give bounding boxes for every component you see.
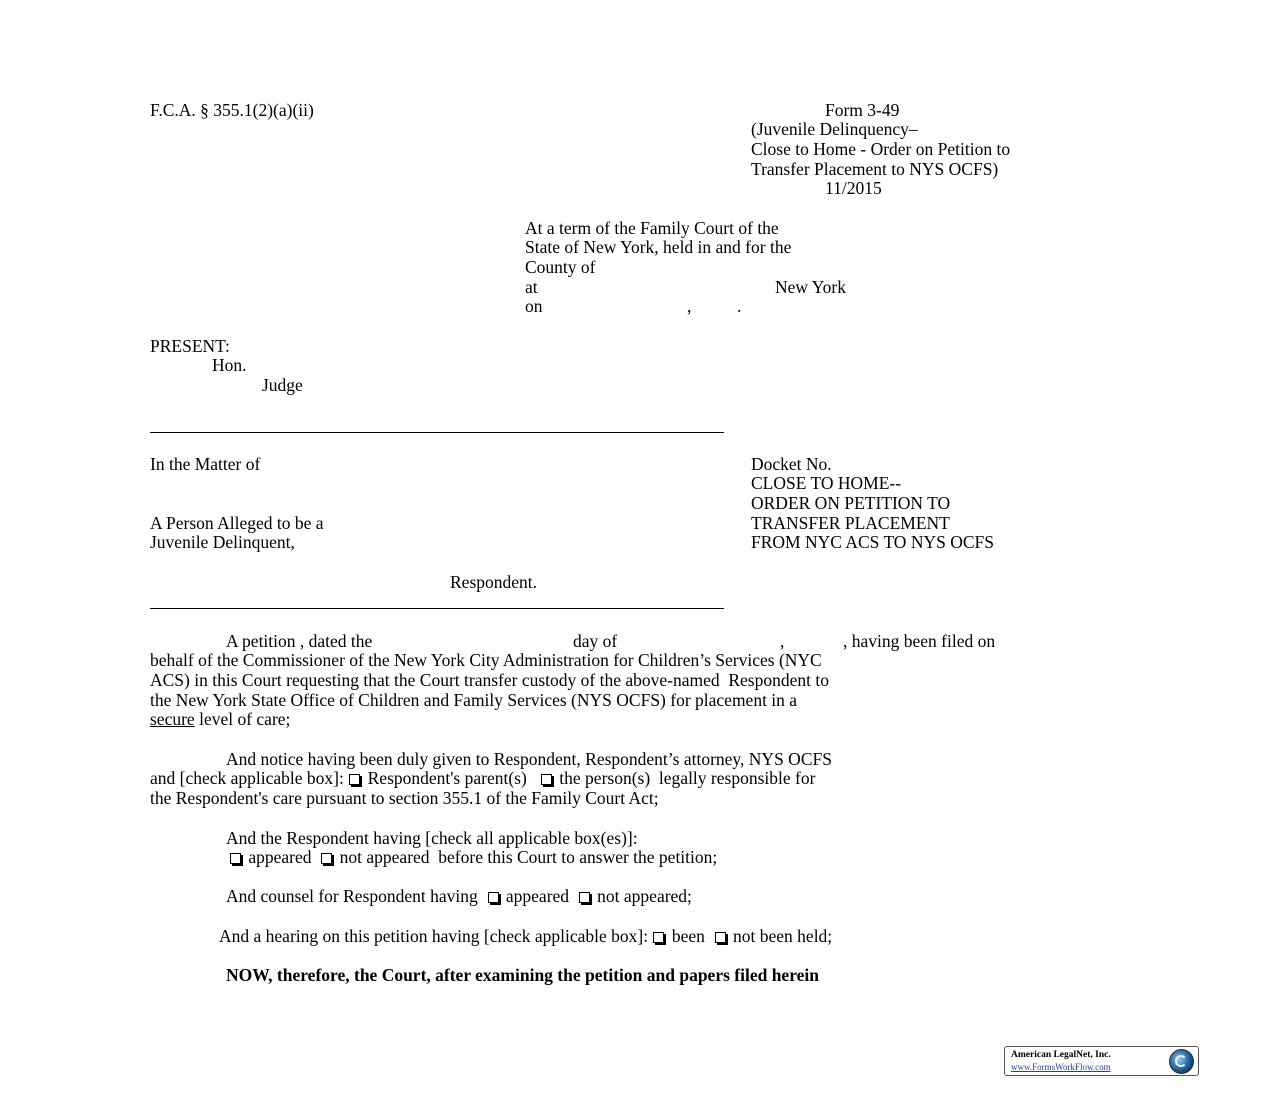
hearing-not-been-checkbox[interactable] — [715, 932, 726, 943]
hearing-been-label: been — [671, 926, 705, 946]
counsel-not-appeared-checkbox[interactable] — [579, 892, 590, 903]
statute-citation: F.C.A. § 355.1(2)(a)(ii) — [150, 100, 314, 120]
respondent-label: Respondent. — [450, 572, 538, 592]
at-label: at — [525, 277, 538, 297]
day-of-label: day of — [573, 631, 618, 651]
date-comma: , — [687, 296, 692, 316]
publisher-stamp[interactable] — [1004, 1046, 1199, 1076]
check-applicable-text: and [check applicable box]: — [150, 768, 349, 788]
counsel-appeared-label: appeared — [505, 886, 570, 906]
not-appeared-checkbox[interactable] — [321, 853, 332, 864]
notice-line-2 — [150, 769, 815, 789]
appeared-checkbox[interactable] — [230, 853, 241, 864]
present-label: PRESENT: — [150, 336, 230, 356]
form-date: 11/2015 — [825, 178, 882, 198]
petition-line-4: the New York State Office of Children and Family Services (NYS OCFS) for placement in a — [150, 690, 798, 710]
hearing-not-been-label: not been held; — [733, 926, 833, 946]
hon-label: Hon. — [212, 355, 247, 375]
counsel-line — [226, 887, 692, 907]
globe-logo-icon — [1169, 1049, 1194, 1074]
parent-checkbox[interactable] — [349, 774, 360, 785]
date-comma-2: , — [780, 631, 785, 651]
order-title-line-3: TRANSFER PLACEMENT — [751, 513, 950, 533]
form-description-line-2: Close to Home - Order on Petition to — [751, 139, 1011, 159]
petition-intro: A petition , dated the — [226, 631, 373, 651]
notice-line-1: And notice having been duly given to Respondent, Respondent’s attorney, NYS OCFS — [226, 749, 832, 769]
legally-responsible-label: the person(s) legally responsible for — [559, 768, 816, 788]
petition-line-2: behalf of the Commissioner of the New York City Administration for Children’s Services (NYC — [150, 650, 822, 670]
now-therefore: NOW, therefore, the Court, after examining the petition and papers filed herein — [226, 965, 820, 985]
alleged-line-2: Juvenile Delinquent, — [150, 532, 295, 552]
order-title-line-2: ORDER ON PETITION TO — [751, 493, 951, 513]
date-period: . — [737, 296, 742, 316]
county-label: County of — [525, 257, 596, 277]
state-name: New York — [775, 277, 846, 297]
having-been-filed: , having been filed on — [843, 631, 996, 651]
hearing-been-checkbox[interactable] — [653, 932, 664, 943]
term-line-2: State of New York, held in and for the — [525, 237, 792, 257]
secure-term: secure — [150, 709, 195, 729]
parent-option-label: Respondent's parent(s) — [367, 768, 527, 788]
term-line-1: At a term of the Family Court of the — [525, 218, 779, 238]
form-number: Form 3-49 — [825, 100, 900, 120]
counsel-appeared-checkbox[interactable] — [488, 892, 499, 903]
order-title-line-4: FROM NYC ACS TO NYS OCFS — [751, 532, 994, 552]
level-of-care: level of care; — [194, 709, 291, 729]
respondent-having: And the Respondent having [check all applicable box(es)]: — [226, 828, 638, 848]
on-label: on — [525, 296, 543, 316]
form-description-line-3: Transfer Placement to NYS OCFS) — [751, 159, 999, 179]
petition-line-3: ACS) in this Court requesting that the Court transfer custody of the above-named Respondent to — [150, 670, 829, 690]
notice-line-3: the Respondent's care pursuant to section 355.1 of the Family Court Act; — [150, 788, 659, 808]
hearing-line — [219, 927, 832, 947]
order-title-line-1: CLOSE TO HOME-- — [751, 473, 902, 493]
appearance-options — [229, 848, 717, 868]
appeared-label: appeared — [248, 847, 312, 867]
in-the-matter-of: In the Matter of — [150, 454, 261, 474]
caption-bottom-rule — [150, 608, 724, 609]
docket-label: Docket No. — [751, 454, 832, 474]
counsel-text: And counsel for Respondent having — [226, 886, 483, 906]
petition-line-5 — [150, 710, 290, 730]
publisher-url[interactable]: www.FormsWorkFlow.com — [1011, 1062, 1111, 1072]
form-description-line-1: (Juvenile Delinquency– — [751, 119, 918, 139]
hearing-text: And a hearing on this petition having [check applicable box]: — [219, 926, 653, 946]
publisher-name: American LegalNet, Inc. — [1011, 1050, 1111, 1060]
alleged-line-1: A Person Alleged to be a — [150, 513, 324, 533]
caption-top-rule — [150, 432, 724, 433]
counsel-not-appeared-label: not appeared; — [597, 886, 692, 906]
judge-label: Judge — [262, 375, 303, 395]
legally-responsible-checkbox[interactable] — [541, 774, 552, 785]
not-appeared-label: not appeared before this Court to answer the petition; — [339, 847, 718, 867]
